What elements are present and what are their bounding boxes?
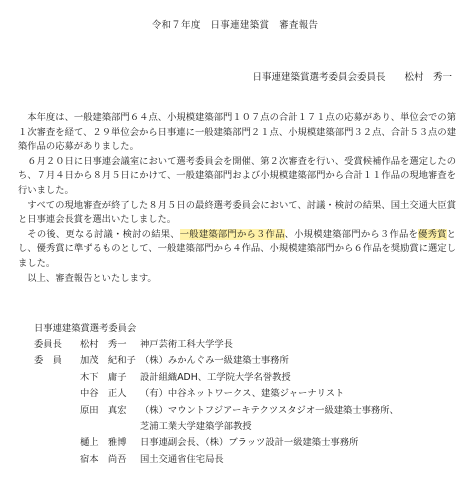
paragraph-5 xyxy=(18,272,456,287)
member-row xyxy=(34,403,464,419)
member-name: 木下 庸子 xyxy=(80,371,127,383)
member-name: 原田 真宏 xyxy=(80,404,127,416)
paragraph-2 xyxy=(18,155,456,199)
member-affiliation: 設計組織ADH、工学院大学名誉教授 xyxy=(140,371,291,383)
paragraph-text: ６月２０日に日事連会議室において選考委員会を開催、第２次審査を行い、受賞候補作品を選定したのち、７月４日から８月５日にかけて、一般建築部門および小規模建築部門から合計１１作品の現地審査を行いました。 xyxy=(18,155,456,196)
member-affiliation: 国土交通省住宅局長 xyxy=(140,453,224,465)
paragraph-4 xyxy=(18,228,456,272)
paragraph-text: 以上、審査報告といたします。 xyxy=(27,272,157,284)
member-name: 中谷 正人 xyxy=(80,388,127,400)
committee-title: 日事連建築賞選考委員会 xyxy=(34,323,137,334)
paragraph-text: すべての現地審査が終了した８月５日の最終選考委員会において、討議・検討の結果、国土交通大臣賞と日事連会長賞を選出いたしました。 xyxy=(18,199,456,226)
member-name: 宿本 尚吾 xyxy=(80,453,127,465)
paragraph-text: 、小規模建築部門から３作品を xyxy=(284,228,419,240)
paragraph-text: とし、優秀賞に準ずるものとして、一般建築部門から４作品、小規模建築部門から６作品を奨励賞に選定しました。 xyxy=(18,228,456,269)
paragraph-1 xyxy=(18,111,456,155)
member-affiliation: （株）みかんぐみ一級建築士事務所 xyxy=(140,355,289,367)
paragraph-text: その後、更なる討議・検討の結果、 xyxy=(27,228,180,240)
paragraph-text: 本年度は、一般建築部門６４点、小規模建築部門１０７点の合計１７１点の応募があり、単位会での第１次審査を経て、２９単位会から日事連に一般建築部門２１点、小規模建築部門３２点、合計５３点の建築作品の応募がありました。 xyxy=(18,112,456,153)
member-affiliation: 芝浦工業大学建築学部教授 xyxy=(140,420,252,432)
member-row xyxy=(34,435,464,451)
member-role: 委員長 xyxy=(34,339,62,350)
member-affiliation: （有）中谷ネットワークス、建築ジャーナリスト xyxy=(140,388,345,400)
member-row xyxy=(34,370,464,386)
member-role: 委 員 xyxy=(34,355,62,367)
member-affiliation: 日事連副会長、（株）ブラッツ設計一級建築士事務所 xyxy=(140,437,359,449)
member-row xyxy=(34,353,464,369)
member-name: 松村 秀一 xyxy=(80,339,127,350)
member-affiliation: 神戸芸術工科大学学長 xyxy=(140,339,233,350)
member-row xyxy=(34,337,464,353)
report-body xyxy=(18,111,456,286)
member-name: 加茂 紀和子 xyxy=(80,355,136,367)
member-row xyxy=(34,419,464,435)
member-row xyxy=(34,386,464,402)
member-row xyxy=(34,452,464,468)
highlighted-text: 優秀賞 xyxy=(418,228,447,240)
member-affiliation: （株）マウントフジアーキテクツスタジオ一級建築士事務所、 xyxy=(140,404,399,416)
document-title: 令和７年度 日事連建築賞 審査報告 xyxy=(151,20,319,31)
paragraph-3 xyxy=(18,199,456,228)
committee-list xyxy=(34,321,464,468)
highlighted-text: 一般建築部門から３作品 xyxy=(179,228,285,240)
member-name: 樋上 雅博 xyxy=(80,437,127,449)
author-line: 日事連建築賞選考委員会委員長 松村 秀一 xyxy=(252,72,452,83)
